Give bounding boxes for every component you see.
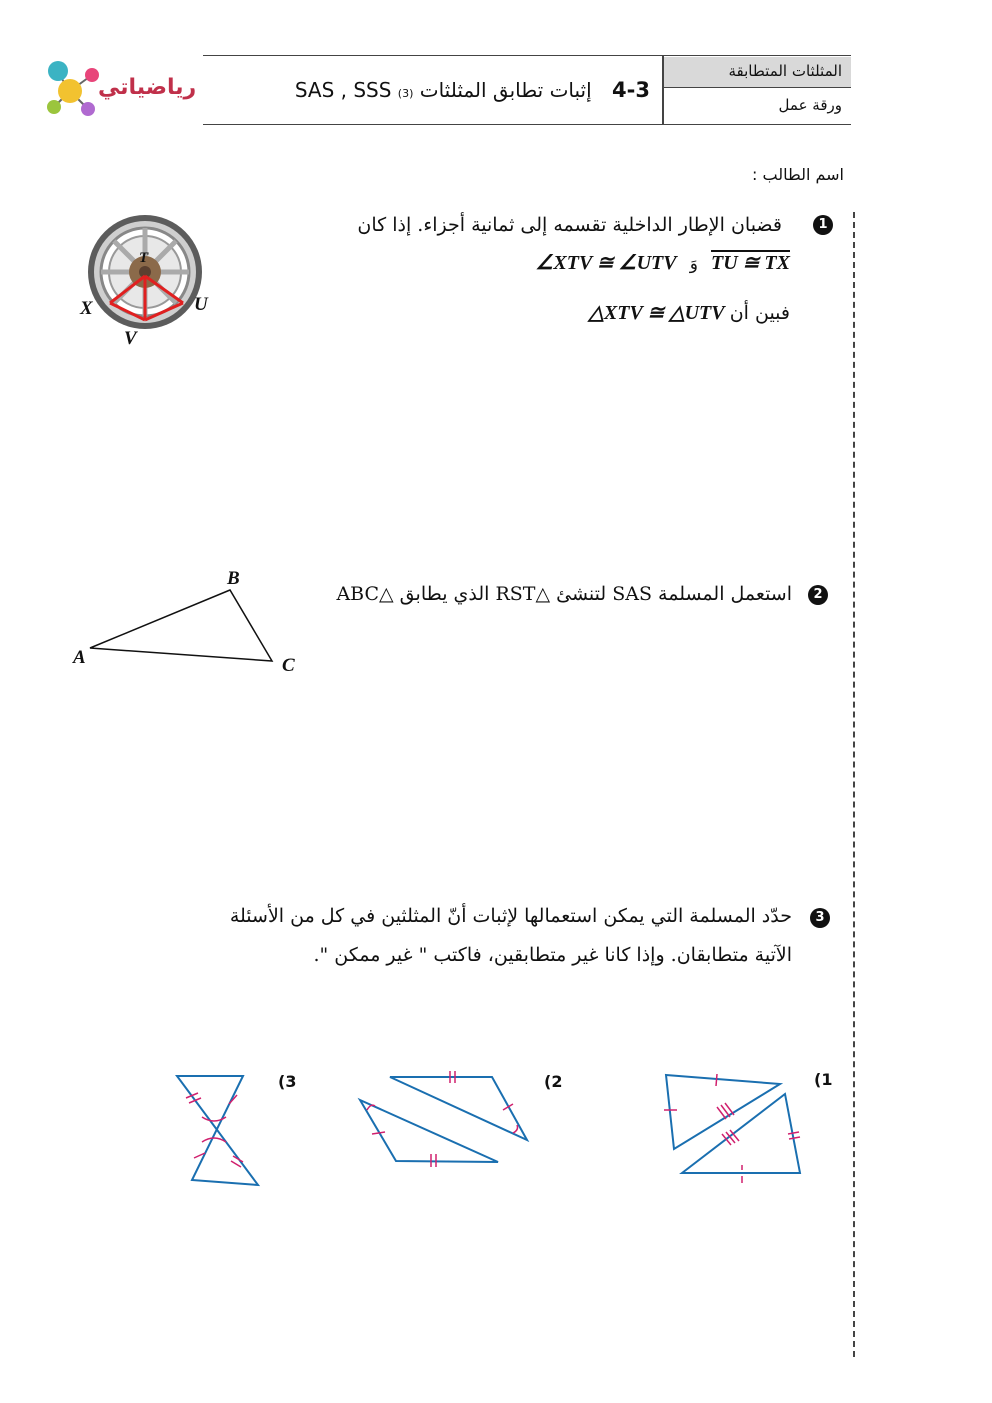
prove-statement: △XTV ≅ △UTV <box>588 302 725 324</box>
label-c: C <box>282 655 295 676</box>
wheel-figure <box>75 210 225 355</box>
header-divider <box>662 55 664 125</box>
brand-logo <box>40 55 197 125</box>
lesson-part: (3) <box>397 87 414 100</box>
question-1-conditions <box>520 250 790 275</box>
label-u: U <box>194 294 208 315</box>
lesson-title-text: إثبات تطابق المثلثات SAS , SSS <box>294 78 592 102</box>
unit-label: المثلثات المتطابقة <box>728 62 842 80</box>
sub-label-2: 2) <box>544 1072 563 1091</box>
question-1-prove <box>560 300 790 325</box>
lesson-number: 4-3 <box>612 78 650 102</box>
figure-3-triangles <box>170 1065 280 1190</box>
figure-2 <box>355 1070 535 1170</box>
triangle-abc-figure <box>70 565 310 680</box>
label-t: T <box>139 250 149 266</box>
triangle-abc <box>70 565 310 680</box>
label-x: X <box>80 298 93 319</box>
lesson-title <box>250 78 650 102</box>
question-1-number: 1 <box>813 215 833 235</box>
label-v: V <box>124 328 137 349</box>
dashed-divider <box>853 212 855 1357</box>
label-a: A <box>73 647 86 668</box>
figure-1 <box>655 1065 815 1190</box>
question-3-line2: الآتية متطابقان. وإذا كانا غير متطابقين، فاكتب " غير ممكن ". <box>313 944 792 966</box>
wheel-diagram <box>75 210 225 355</box>
question-3-line1: حدّد المسلمة التي يمكن استعمالها لإثبات أنّ المثلثين في كل من الأسئلة <box>229 905 792 927</box>
question-2-number: 2 <box>808 585 828 605</box>
prove-label: فبين أن <box>729 302 790 324</box>
label-b: B <box>227 568 240 589</box>
student-name-label: اسم الطالب : <box>752 165 844 184</box>
logo-text: رياضياتي <box>98 75 197 100</box>
figure-3 <box>170 1065 280 1190</box>
angle-congruence: ∠XTV ≅ ∠UTV <box>535 252 677 274</box>
sub-label-1: 1) <box>814 1070 833 1089</box>
conjunction: وَ <box>689 254 698 274</box>
side-congruence: TU ≅ TX <box>711 252 790 274</box>
question-2-text: استعمل المسلمة SAS لتنشئ △RST الذي يطابق △ABC <box>336 583 792 605</box>
question-3-number: 3 <box>810 908 830 928</box>
question-1-line1: قضبان الإطار الداخلية تقسمه إلى ثمانية أجزاء. إذا كان <box>357 214 782 236</box>
figure-1-triangles <box>655 1065 815 1190</box>
sub-label-3: 3) <box>278 1072 297 1091</box>
figure-2-triangles <box>355 1070 535 1170</box>
worksheet-label: ورقة عمل <box>778 96 842 114</box>
